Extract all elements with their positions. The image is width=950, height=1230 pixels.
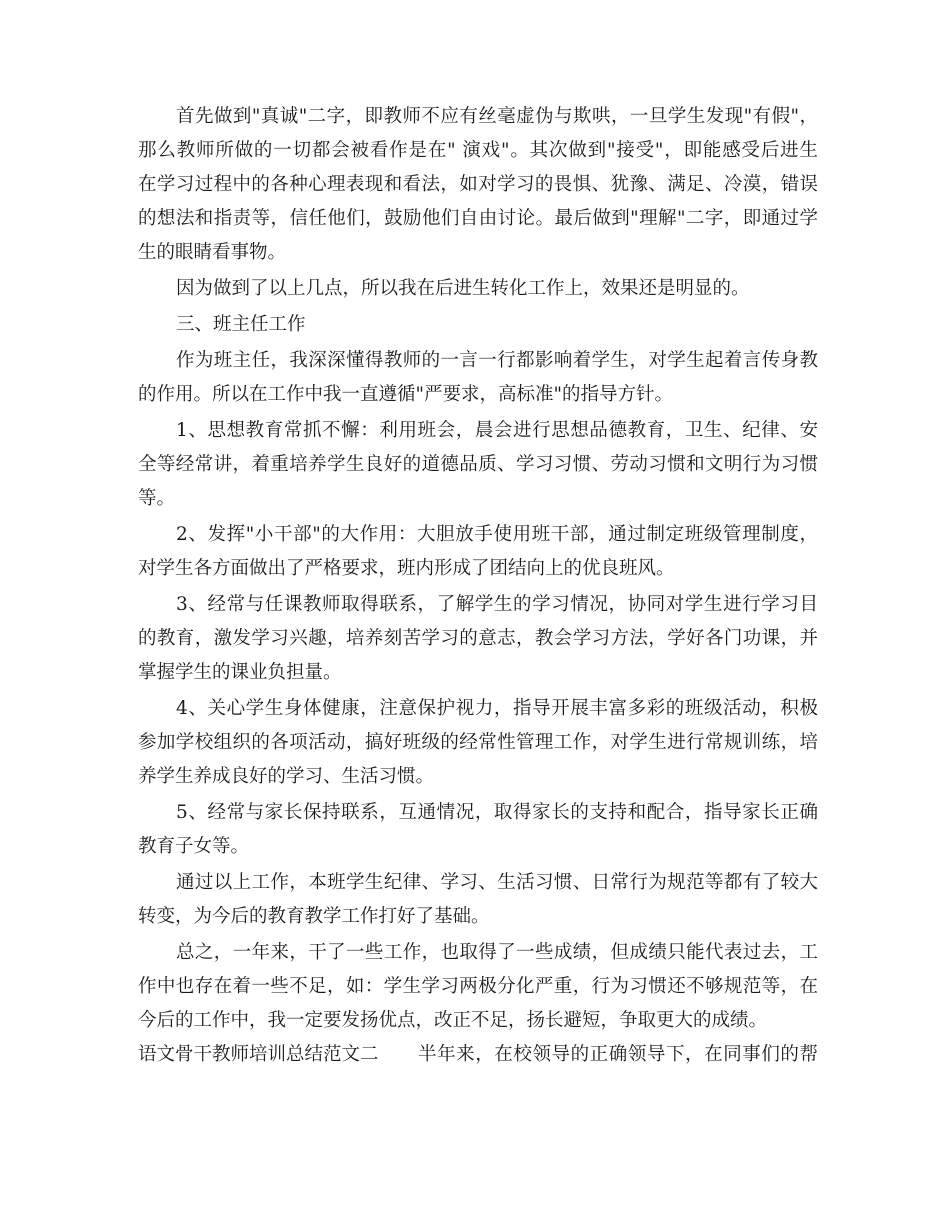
paragraph-line: 通过以上工作，本班学生纪律、学习、生活习惯、日常行为规范等都有了较大	[176, 872, 818, 893]
paragraph-line: 1、思想教育常抓不懈：利用班会，晨会进行思想品德教育，卫生、纪律、安	[176, 420, 818, 441]
section-heading: 三、班主任工作	[176, 314, 306, 335]
paragraph-line: 的教育，激发学习兴趣，培养刻苦学习的意志，教会学习方法，学好各门功课，并	[138, 628, 818, 649]
paragraph-line: 因为做到了以上几点，所以我在后进生转化工作上，效果还是明显的。	[176, 278, 750, 299]
paragraph-line: 的作用。所以在工作中我一直遵循"严要求，高标准"的指导方针。	[138, 384, 674, 405]
paragraph-line: 4、关心学生身体健康，注意保护视力，指导开展丰富多彩的班级活动，积极	[176, 698, 818, 719]
next-article-title: 语文骨干教师培训总结范文二	[138, 1044, 379, 1065]
paragraph-line: 等。	[138, 488, 176, 509]
paragraph-line: 3、经常与任课教师取得联系，了解学生的学习情况，协同对学生进行学习目	[176, 594, 818, 615]
paragraph-line: 参加学校组织的各项活动，搞好班级的经常性管理工作，对学生进行常规训练，培	[138, 732, 818, 753]
paragraph-line: 首先做到"真诚"二字，即教师不应有丝毫虚伪与欺哄，一旦学生发现"有假"，	[176, 106, 818, 127]
paragraph-line: 转变，为今后的教育教学工作打好了基础。	[138, 906, 490, 927]
paragraph-line: 生的眼睛看事物。	[138, 242, 287, 263]
paragraph-line: 作中也存在着一些不足，如：学生学习两极分化严重，行为习惯还不够规范等，在	[138, 976, 818, 997]
paragraph-line: 对学生各方面做出了严格要求，班内形成了团结向上的优良班风。	[138, 558, 675, 579]
paragraph-line: 5、经常与家长保持联系，互通情况，取得家长的支持和配合，指导家长正确	[176, 802, 818, 823]
next-article-row	[138, 1038, 818, 1072]
paragraph-line: 教育子女等。	[138, 836, 250, 857]
paragraph-line: 2、发挥"小干部"的大作用：大胆放手使用班干部，通过制定班级管理制度，	[176, 524, 818, 545]
paragraph-line: 全等经常讲，着重培养学生良好的道德品质、学习习惯、劳动习惯和文明行为习惯	[138, 454, 818, 475]
paragraph-line: 掌握学生的课业负担量。	[138, 662, 342, 683]
paragraph-line: 今后的工作中，我一定要发扬优点，改正不足，扬长避短，争取更大的成绩。	[138, 1010, 768, 1031]
paragraph-line: 作为班主任，我深深懂得教师的一言一行都影响着学生，对学生起着言传身教	[176, 350, 818, 371]
paragraph-line: 在学习过程中的各种心理表现和看法，如对学习的畏惧、犹豫、满足、冷漠，错误	[138, 174, 818, 195]
paragraph-line: 那么教师所做的一切都会被看作是在" 演戏"。其次做到"接受"，即能感受后进生	[138, 140, 818, 161]
paragraph-line: 养学生养成良好的学习、生活习惯。	[138, 766, 435, 787]
next-article-opening: 半年来，在校领导的正确领导下，在同事们的帮	[418, 1044, 818, 1065]
paragraph-line: 的想法和指责等，信任他们，鼓励他们自由讨论。最后做到"理解"二字，即通过学	[138, 208, 818, 229]
paragraph-line: 总之，一年来，干了一些工作，也取得了一些成绩，但成绩只能代表过去，工	[176, 942, 818, 963]
